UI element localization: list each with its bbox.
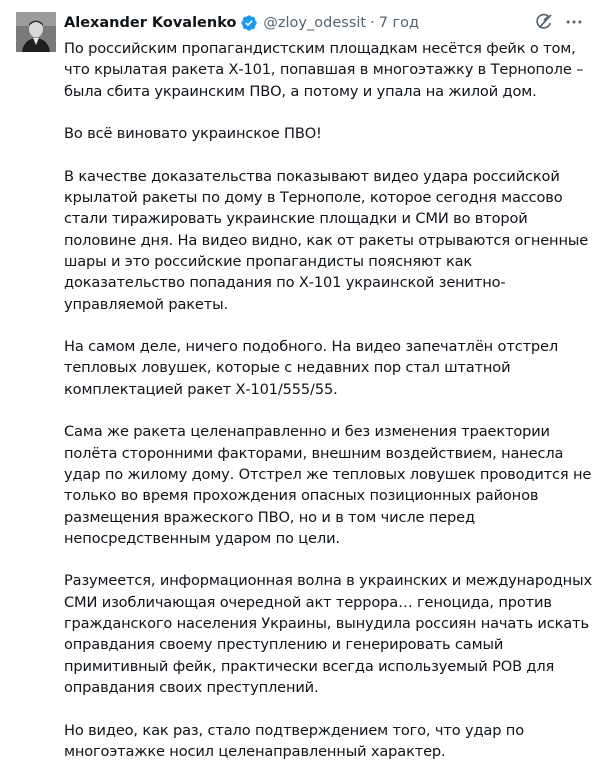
tweet-paragraph: На самом деле, ничего подобного. На видео запечатлён отстрел тепловых ловушек, которые с недавних пор стал штатной комплектацией ракет Х-101/555/55.	[64, 338, 559, 398]
grok-icon[interactable]	[534, 12, 554, 32]
tweet-paragraph: По российским пропагандистским площадкам несётся фейк о том, что крылатая ракета Х-101, попавшая в многоэтажку в Тернополе – была сбита украинским ПВО, а потому и упала на жилой дом.	[64, 40, 584, 100]
tweet-paragraph: Сама же ракета целенаправленно и без изменения траектории полёта сторонними факторами, внешним воздействием, нанесла удар по жилому дому. Отстрел же тепловых ловушек проводится не только во время прохождения опасных позиционных районов размещения вражеского ПВО, но и в том числе перед непосредственным ударом по цели.	[64, 423, 592, 547]
timestamp[interactable]: 7 год	[378, 15, 420, 31]
avatar[interactable]	[16, 12, 56, 52]
tweet-text	[64, 38, 592, 783]
tweet-paragraph: Но видео, как раз, стало подтверждением того, что удар по многоэтажке носил целенаправленный характер.	[64, 721, 524, 760]
author-handle[interactable]: @zloy_odessit	[263, 15, 367, 31]
tweet-paragraph: Во всё виновато украинское ПВО!	[64, 125, 322, 143]
tweet-header	[64, 12, 584, 34]
verified-badge-icon	[240, 14, 258, 32]
header-actions	[534, 12, 584, 32]
more-dots-icon[interactable]	[564, 12, 584, 32]
separator-dot: ·	[370, 15, 375, 31]
tweet-paragraph: В качестве доказательства показывают видео удара российской крылатой ракеты по дому в Тернополе, которое сегодня массово стали тиражировать украинские площадки и СМИ во второй половине дня. На видео видно, как от ракеты отрываются огненные шары и это российские пропагандисты поясняют как доказательство попадания по Х-101 украинской зенитно-управляемой ракеты.	[64, 167, 589, 313]
avatar-image	[16, 12, 56, 52]
tweet-paragraph: Разумеется, информационная волна в украинских и международных СМИ изобличающая очередной акт террора… геноцида, против гражданского населения Украины, вынудила россиян начать искать оправдания своему преступлению и генерировать самый примитивный фейк, практически всегда используемый РОВ для оправдания своих преступлений.	[64, 572, 592, 696]
author-name[interactable]: Alexander Kovalenko	[64, 15, 237, 31]
